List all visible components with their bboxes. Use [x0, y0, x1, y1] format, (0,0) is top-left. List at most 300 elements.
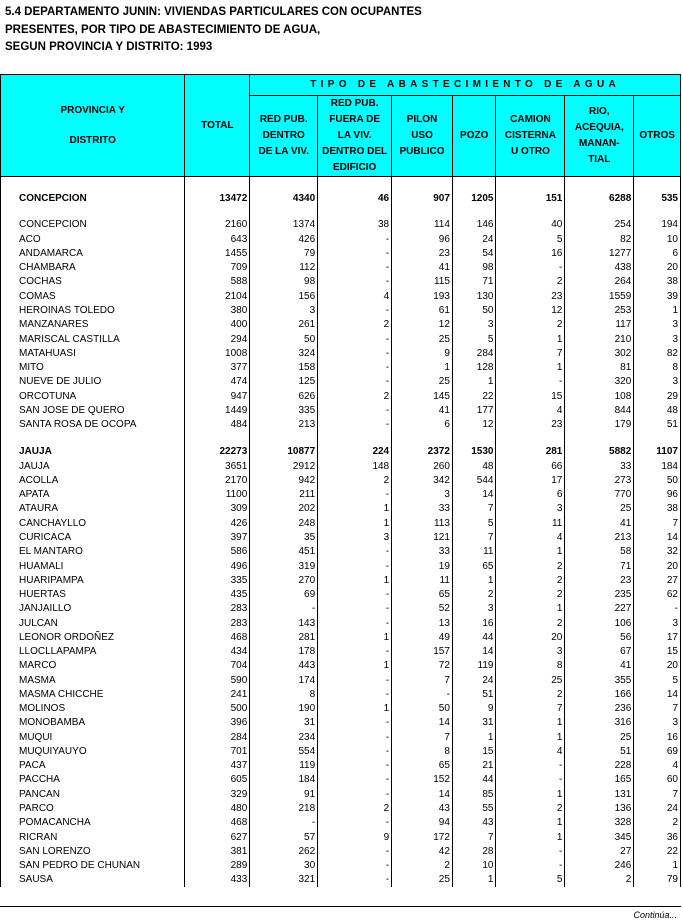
table-row — [1, 873, 681, 887]
district-name: MANZANARES — [1, 318, 185, 332]
cell-red-pub-fuera: 148 — [318, 460, 392, 474]
cell-red-pub-dentro: 426 — [250, 233, 318, 247]
cell-otros: 5 — [634, 674, 681, 688]
cell-red-pub-fuera: - — [318, 688, 392, 702]
cell-otros: - — [634, 602, 681, 616]
cell-camion: 4 — [496, 404, 565, 418]
cell-red-pub-fuera: - — [318, 674, 392, 688]
cell-rio: 1559 — [565, 290, 634, 304]
header-red-pub-fuera: RED PUB. FUERA DE LA VIV. DENTRO DEL EDIFICIO — [318, 96, 392, 177]
cell-red-pub-fuera: - — [318, 361, 392, 375]
cell-red-pub-fuera: 46 — [318, 192, 392, 206]
cell-pozo: 31 — [452, 716, 496, 730]
cell-otros: 36 — [634, 830, 681, 844]
cell-red-pub-dentro: 125 — [250, 375, 318, 389]
cell-total: 1008 — [185, 347, 250, 361]
cell-rio: 227 — [565, 602, 634, 616]
district-name: SAN LORENZO — [1, 845, 185, 859]
table-row — [1, 474, 681, 488]
cell-camion: 11 — [496, 517, 565, 531]
cell-red-pub-dentro: 119 — [250, 759, 318, 773]
cell-red-pub-dentro: 50 — [250, 332, 318, 346]
cell-camion: 2 — [496, 588, 565, 602]
cell-rio: 236 — [565, 702, 634, 716]
cell-red-pub-dentro: 626 — [250, 389, 318, 403]
cell-red-pub-dentro: 202 — [250, 502, 318, 516]
cell-total: 437 — [185, 759, 250, 773]
cell-pozo: 1 — [452, 375, 496, 389]
cell-otros: 3 — [634, 332, 681, 346]
cell-pilon: 61 — [392, 304, 453, 318]
cell-red-pub-fuera: 224 — [318, 445, 392, 459]
cell-rio: 71 — [565, 559, 634, 573]
table-row — [1, 674, 681, 688]
cell-otros: 51 — [634, 418, 681, 432]
cell-pozo: 65 — [452, 559, 496, 573]
cell-pozo: 14 — [452, 645, 496, 659]
cell-camion: 16 — [496, 247, 565, 261]
cell-red-pub-fuera: - — [318, 488, 392, 502]
cell-total: 643 — [185, 233, 250, 247]
district-name: ACOLLA — [1, 474, 185, 488]
cell-red-pub-dentro: 248 — [250, 517, 318, 531]
cell-pilon: 65 — [392, 588, 453, 602]
cell-otros: 14 — [634, 688, 681, 702]
table-row — [1, 545, 681, 559]
district-name: PACA — [1, 759, 185, 773]
data-table — [0, 74, 681, 887]
cell-pilon: 41 — [392, 404, 453, 418]
cell-red-pub-fuera: - — [318, 759, 392, 773]
cell-red-pub-dentro: 321 — [250, 873, 318, 887]
cell-red-pub-dentro: 319 — [250, 559, 318, 573]
cell-camion: 2 — [496, 802, 565, 816]
table-title — [5, 4, 422, 57]
cell-total: 329 — [185, 788, 250, 802]
cell-red-pub-fuera: - — [318, 816, 392, 830]
cell-pilon: 50 — [392, 702, 453, 716]
cell-red-pub-dentro: 30 — [250, 859, 318, 873]
district-name: MARCO — [1, 659, 185, 673]
cell-pilon: 2372 — [392, 445, 453, 459]
cell-rio: 6288 — [565, 192, 634, 206]
cell-total: 468 — [185, 816, 250, 830]
cell-total: 335 — [185, 574, 250, 588]
cell-total: 947 — [185, 389, 250, 403]
cell-total: 496 — [185, 559, 250, 573]
cell-rio: 41 — [565, 659, 634, 673]
cell-red-pub-dentro: 8 — [250, 688, 318, 702]
cell-pozo: 55 — [452, 802, 496, 816]
cell-otros: 2 — [634, 816, 681, 830]
table-header — [1, 75, 681, 177]
district-name: LEONOR ORDOÑEZ — [1, 631, 185, 645]
cell-red-pub-dentro: 218 — [250, 802, 318, 816]
district-name: MITO — [1, 361, 185, 375]
cell-otros: 16 — [634, 731, 681, 745]
cell-otros: 24 — [634, 802, 681, 816]
cell-red-pub-fuera: - — [318, 275, 392, 289]
table-row — [1, 531, 681, 545]
table-row — [1, 574, 681, 588]
cell-red-pub-fuera: - — [318, 745, 392, 759]
cell-pozo: 28 — [452, 845, 496, 859]
cell-pilon: 3 — [392, 488, 453, 502]
cell-pozo: 128 — [452, 361, 496, 375]
cell-rio: 246 — [565, 859, 634, 873]
cell-rio: 345 — [565, 830, 634, 844]
cell-pozo: 16 — [452, 616, 496, 630]
cell-rio: 23 — [565, 574, 634, 588]
cell-red-pub-dentro: 4340 — [250, 192, 318, 206]
table-row — [1, 859, 681, 873]
header-pozo: POZO — [452, 96, 496, 177]
cell-pilon: 152 — [392, 773, 453, 787]
cell-red-pub-fuera: - — [318, 773, 392, 787]
cell-pozo: 11 — [452, 545, 496, 559]
table-row — [1, 404, 681, 418]
cell-red-pub-fuera: - — [318, 332, 392, 346]
cell-camion: 4 — [496, 745, 565, 759]
cell-red-pub-fuera: - — [318, 859, 392, 873]
cell-pozo: 22 — [452, 389, 496, 403]
cell-camion: 12 — [496, 304, 565, 318]
cell-pozo: 3 — [452, 602, 496, 616]
cell-pilon: 193 — [392, 290, 453, 304]
cell-pozo: 71 — [452, 275, 496, 289]
table-row — [1, 731, 681, 745]
table-row — [1, 304, 681, 318]
cell-red-pub-dentro: 190 — [250, 702, 318, 716]
cell-red-pub-dentro: 79 — [250, 247, 318, 261]
cell-pilon: 25 — [392, 873, 453, 887]
cell-camion: 2 — [496, 275, 565, 289]
table-row — [1, 745, 681, 759]
cell-pilon: 19 — [392, 559, 453, 573]
cell-red-pub-dentro: 335 — [250, 404, 318, 418]
cell-red-pub-dentro: 261 — [250, 318, 318, 332]
cell-red-pub-fuera: 2 — [318, 474, 392, 488]
cell-pozo: 12 — [452, 418, 496, 432]
cell-otros: 69 — [634, 745, 681, 759]
cell-pozo: 544 — [452, 474, 496, 488]
cell-red-pub-fuera: - — [318, 375, 392, 389]
cell-pilon: 25 — [392, 332, 453, 346]
cell-pozo: 85 — [452, 788, 496, 802]
cell-red-pub-fuera: - — [318, 602, 392, 616]
district-name: CHAMBARA — [1, 261, 185, 275]
cell-red-pub-dentro: - — [250, 816, 318, 830]
table-row — [1, 389, 681, 403]
cell-rio: 844 — [565, 404, 634, 418]
cell-rio: 166 — [565, 688, 634, 702]
cell-camion: 8 — [496, 659, 565, 673]
cell-pilon: 72 — [392, 659, 453, 673]
cell-camion: 1 — [496, 731, 565, 745]
cell-red-pub-dentro: 443 — [250, 659, 318, 673]
cell-total: 3651 — [185, 460, 250, 474]
cell-camion: 1 — [496, 361, 565, 375]
district-name: SAUSA — [1, 873, 185, 887]
cell-total: 289 — [185, 859, 250, 873]
district-name: PANCAN — [1, 788, 185, 802]
cell-total: 590 — [185, 674, 250, 688]
cell-total: 480 — [185, 802, 250, 816]
cell-red-pub-fuera: - — [318, 247, 392, 261]
cell-otros: 4 — [634, 759, 681, 773]
table-row — [1, 517, 681, 531]
cell-rio: 316 — [565, 716, 634, 730]
cell-total: 400 — [185, 318, 250, 332]
cell-camion: 40 — [496, 218, 565, 232]
cell-red-pub-fuera: - — [318, 233, 392, 247]
cell-total: 283 — [185, 602, 250, 616]
cell-otros: 22 — [634, 845, 681, 859]
cell-red-pub-dentro: 213 — [250, 418, 318, 432]
cell-pilon: 41 — [392, 261, 453, 275]
cell-camion: 2 — [496, 688, 565, 702]
cell-camion: 281 — [496, 445, 565, 459]
cell-pilon: 172 — [392, 830, 453, 844]
cell-red-pub-fuera: 1 — [318, 702, 392, 716]
cell-rio: 117 — [565, 318, 634, 332]
cell-pozo: 51 — [452, 688, 496, 702]
cell-total: 2170 — [185, 474, 250, 488]
district-name: ATAURA — [1, 502, 185, 516]
district-name: MASMA CHICCHE — [1, 688, 185, 702]
cell-pozo: 14 — [452, 488, 496, 502]
district-name: SAN JOSE DE QUERO — [1, 404, 185, 418]
cell-pilon: 13 — [392, 616, 453, 630]
cell-rio: 1277 — [565, 247, 634, 261]
spacer-row — [1, 432, 681, 445]
cell-otros: 8 — [634, 361, 681, 375]
cell-otros: 7 — [634, 788, 681, 802]
district-name: HEROINAS TOLEDO — [1, 304, 185, 318]
cell-red-pub-dentro: 281 — [250, 631, 318, 645]
cell-rio: 106 — [565, 616, 634, 630]
cell-total: 433 — [185, 873, 250, 887]
cell-otros: 1107 — [634, 445, 681, 459]
cell-total: 283 — [185, 616, 250, 630]
cell-red-pub-dentro: 143 — [250, 616, 318, 630]
cell-red-pub-fuera: - — [318, 788, 392, 802]
cell-pozo: 7 — [452, 531, 496, 545]
cell-total: 397 — [185, 531, 250, 545]
district-name: ORCOTUNA — [1, 389, 185, 403]
cell-pilon: 113 — [392, 517, 453, 531]
cell-total: 1455 — [185, 247, 250, 261]
cell-total: 701 — [185, 745, 250, 759]
cell-red-pub-dentro: 91 — [250, 788, 318, 802]
cell-rio: 302 — [565, 347, 634, 361]
cell-pilon: 42 — [392, 845, 453, 859]
cell-camion: 20 — [496, 631, 565, 645]
table-row — [1, 559, 681, 573]
cell-pozo: 146 — [452, 218, 496, 232]
district-name: CURICACA — [1, 531, 185, 545]
cell-camion: 1 — [496, 788, 565, 802]
district-name: ACO — [1, 233, 185, 247]
province-name: CONCEPCION — [1, 192, 185, 206]
cell-pozo: 284 — [452, 347, 496, 361]
cell-red-pub-dentro: 2912 — [250, 460, 318, 474]
cell-rio: 51 — [565, 745, 634, 759]
cell-pilon: 33 — [392, 545, 453, 559]
cell-rio: 131 — [565, 788, 634, 802]
cell-otros: 79 — [634, 873, 681, 887]
cell-red-pub-fuera: - — [318, 873, 392, 887]
cell-red-pub-dentro: 942 — [250, 474, 318, 488]
cell-red-pub-fuera: 2 — [318, 318, 392, 332]
cell-pozo: 2 — [452, 588, 496, 602]
cell-pilon: 65 — [392, 759, 453, 773]
cell-red-pub-dentro: 211 — [250, 488, 318, 502]
cell-pilon: 43 — [392, 802, 453, 816]
cell-pilon: 12 — [392, 318, 453, 332]
cell-pozo: 54 — [452, 247, 496, 261]
cell-otros: 1 — [634, 304, 681, 318]
district-name: COCHAS — [1, 275, 185, 289]
district-name: MONOBAMBA — [1, 716, 185, 730]
cell-camion: 151 — [496, 192, 565, 206]
cell-red-pub-fuera: - — [318, 559, 392, 573]
cell-camion: 5 — [496, 233, 565, 247]
table-row — [1, 716, 681, 730]
cell-red-pub-fuera: 1 — [318, 574, 392, 588]
cell-otros: 20 — [634, 559, 681, 573]
cell-red-pub-dentro: 1374 — [250, 218, 318, 232]
district-name: NUEVE DE JULIO — [1, 375, 185, 389]
table-row — [1, 488, 681, 502]
cell-otros: 39 — [634, 290, 681, 304]
cell-total: 605 — [185, 773, 250, 787]
cell-otros: 38 — [634, 275, 681, 289]
cell-total: 586 — [185, 545, 250, 559]
cell-pozo: 3 — [452, 318, 496, 332]
cell-camion: 1 — [496, 716, 565, 730]
cell-rio: 27 — [565, 845, 634, 859]
cell-red-pub-dentro: 554 — [250, 745, 318, 759]
district-name: PARCO — [1, 802, 185, 816]
cell-camion: 7 — [496, 347, 565, 361]
cell-camion: - — [496, 859, 565, 873]
cell-otros: 535 — [634, 192, 681, 206]
table-row — [1, 773, 681, 787]
table-row — [1, 688, 681, 702]
cell-total: 474 — [185, 375, 250, 389]
cell-otros: 60 — [634, 773, 681, 787]
cell-pozo: 1 — [452, 731, 496, 745]
cell-red-pub-dentro: 156 — [250, 290, 318, 304]
cell-rio: 41 — [565, 517, 634, 531]
cell-red-pub-fuera: - — [318, 645, 392, 659]
cell-total: 468 — [185, 631, 250, 645]
cell-rio: 81 — [565, 361, 634, 375]
cell-pozo: 177 — [452, 404, 496, 418]
cell-rio: 67 — [565, 645, 634, 659]
district-name: CONCEPCION — [1, 218, 185, 232]
cell-red-pub-dentro: 174 — [250, 674, 318, 688]
district-name: ANDAMARCA — [1, 247, 185, 261]
cell-pilon: 907 — [392, 192, 453, 206]
cell-rio: 328 — [565, 816, 634, 830]
header-tipo-abastecimiento: TIPO DE ABASTECIMIENTO DE AGUA — [250, 75, 681, 96]
table-row — [1, 816, 681, 830]
cell-total: 377 — [185, 361, 250, 375]
district-name: HUARIPAMPA — [1, 574, 185, 588]
cell-total: 1100 — [185, 488, 250, 502]
cell-pilon: 2 — [392, 859, 453, 873]
continues-note: Continúa... — [633, 910, 677, 920]
cell-pilon: 115 — [392, 275, 453, 289]
cell-rio: 254 — [565, 218, 634, 232]
cell-red-pub-dentro: 3 — [250, 304, 318, 318]
cell-rio: 25 — [565, 731, 634, 745]
cell-total: 627 — [185, 830, 250, 844]
district-name: HUAMALI — [1, 559, 185, 573]
district-name: HUERTAS — [1, 588, 185, 602]
cell-pozo: 48 — [452, 460, 496, 474]
cell-camion: 1 — [496, 816, 565, 830]
table-row — [1, 759, 681, 773]
district-name: SAN PEDRO DE CHUNAN — [1, 859, 185, 873]
table-row — [1, 659, 681, 673]
province-row — [1, 445, 681, 459]
cell-pilon: 6 — [392, 418, 453, 432]
cell-pilon: 14 — [392, 716, 453, 730]
cell-red-pub-fuera: - — [318, 588, 392, 602]
cell-camion: 23 — [496, 290, 565, 304]
cell-pilon: 49 — [392, 631, 453, 645]
district-name: JAUJA — [1, 460, 185, 474]
district-name: MATAHUASI — [1, 347, 185, 361]
header-otros: OTROS — [634, 96, 681, 177]
cell-total: 435 — [185, 588, 250, 602]
cell-total: 704 — [185, 659, 250, 673]
district-name: POMACANCHA — [1, 816, 185, 830]
table-row — [1, 645, 681, 659]
cell-pilon: 1 — [392, 361, 453, 375]
table-row — [1, 290, 681, 304]
cell-camion: 23 — [496, 418, 565, 432]
cell-otros: 48 — [634, 404, 681, 418]
cell-camion: - — [496, 375, 565, 389]
cell-camion: 3 — [496, 645, 565, 659]
table-row — [1, 631, 681, 645]
cell-pozo: 44 — [452, 773, 496, 787]
header-rio: RIO, ACEQUIA, MANAN- TIAL — [565, 96, 634, 177]
cell-camion: 2 — [496, 574, 565, 588]
cell-camion: 3 — [496, 502, 565, 516]
table-row — [1, 233, 681, 247]
cell-camion: 4 — [496, 531, 565, 545]
cell-rio: 179 — [565, 418, 634, 432]
cell-red-pub-fuera: - — [318, 261, 392, 275]
cell-otros: 27 — [634, 574, 681, 588]
cell-otros: 38 — [634, 502, 681, 516]
cell-red-pub-fuera: 38 — [318, 218, 392, 232]
cell-total: 309 — [185, 502, 250, 516]
table-row — [1, 318, 681, 332]
cell-otros: 184 — [634, 460, 681, 474]
cell-red-pub-fuera: - — [318, 731, 392, 745]
cell-total: 241 — [185, 688, 250, 702]
cell-camion: - — [496, 773, 565, 787]
cell-otros: 20 — [634, 659, 681, 673]
title-line-1: 5.4 DEPARTAMENTO JUNIN: VIVIENDAS PARTICULARES CON OCUPANTES — [5, 6, 422, 18]
cell-pozo: 130 — [452, 290, 496, 304]
